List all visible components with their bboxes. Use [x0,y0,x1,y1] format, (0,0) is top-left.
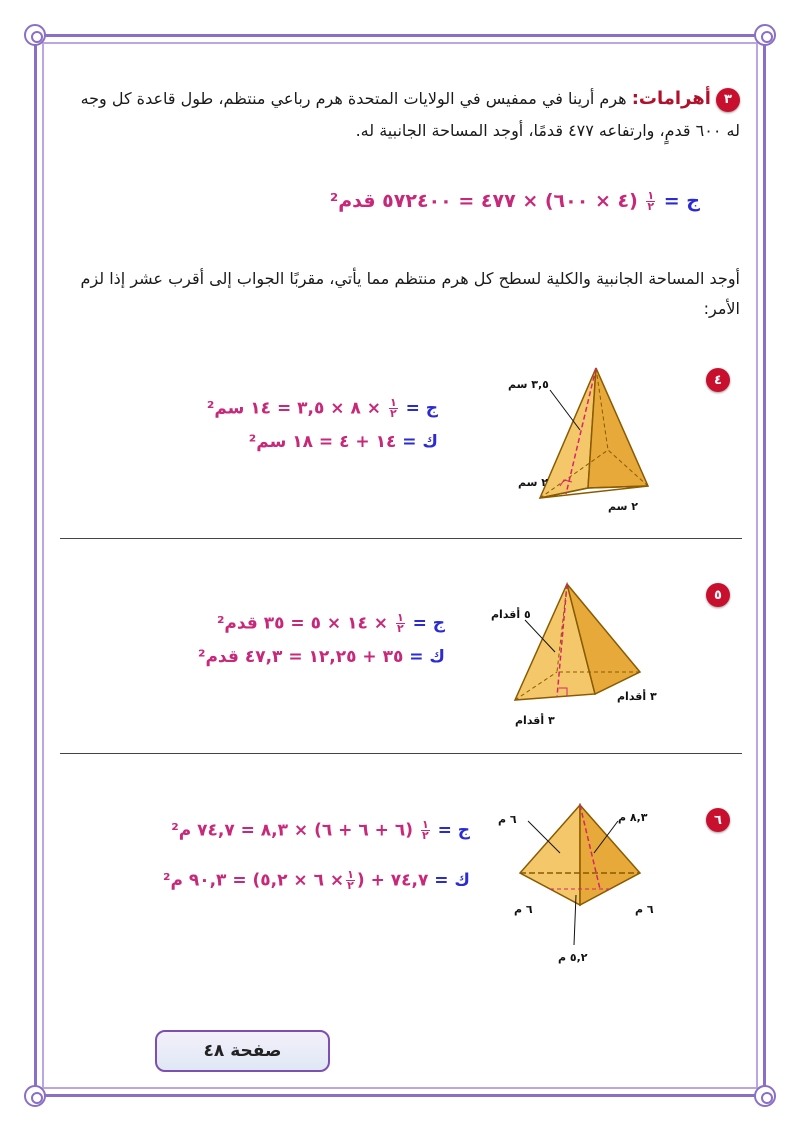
base-height-label: ٥,٢ م [558,951,588,964]
base-side-label: ٦ م [635,903,654,916]
corner-ornament [754,24,776,46]
half-fraction: $\frac{١}{٢}$ [396,611,404,635]
formula-rhs: ٣٥ + ١٢,٢٥ = ٤٧,٣ قدم² [198,647,404,667]
question-6-total [163,870,470,891]
edge-label: ٦ م [498,813,517,826]
question-text: هرم أرينا في ممفيس في الولايات المتحدة هرم رباعي منتظم، طول قاعدة كل وجه له ٦٠٠ قدمٍ، وارتفاعه ٤٧٧ قدمًا، أوجد المساحة الجانبية له. [80,89,740,140]
question-5-total [198,647,445,667]
formula-lhs: ج = [412,613,445,634]
question-4-lateral [207,398,438,419]
corner-ornament [24,24,46,46]
question-5-lateral [217,613,445,634]
base-side-label: ٣ أقدام [515,714,555,727]
question-6-lateral [171,820,470,841]
section-divider [60,538,742,539]
formula-lhs: ج = [437,820,470,841]
half-fraction: $\frac{١}{٢}$ [389,396,397,420]
question-6-badge: ٦ [706,808,730,832]
base-side-label: ٢ سم [608,500,638,513]
formula-rhs: × ٨ × ٣,٥ = ١٤ سم² [206,398,382,419]
formula-lhs: ك = [434,870,470,891]
square-pyramid-figure-5 [491,572,700,744]
half-fraction: $\frac{١}{٢}$ [421,818,429,842]
half-fraction: $\frac{١}{٢}$ [647,189,655,213]
question-4-badge: ٤ [706,368,730,392]
base-side-label: ٣ أقدام [617,690,657,703]
formula-rhs: × ١٤ × ٥ = ٣٥ قدم² [216,613,389,634]
answer-lhs: ج = [663,190,700,212]
page-number-box: صفحة ٤٨ [155,1030,330,1072]
triangular-pyramid-figure-6 [490,795,685,995]
corner-ornament [24,1085,46,1107]
base-side-label: ٢ سم [518,476,548,489]
section-divider [60,753,742,754]
question-5-badge: ٥ [706,583,730,607]
question-number-badge: ٣ [716,88,740,112]
formula-lhs: ك = [409,647,445,667]
question-3 [80,83,740,147]
question-4-total [249,432,438,452]
answer-rhs: (٤ × ٦٠٠) × ٤٧٧ = ٥٧٢٤٠٠ قدم² [329,190,638,212]
question-3-answer [330,190,700,212]
formula-rhs: × ٦ × ٥,٢) = ٩٠,٣ م² [162,870,345,891]
question-keyword: أهرامات: [631,88,711,109]
formula-rhs: (٦ + ٦ + ٦) × ٨,٣ = ٧٤,٧ م² [171,820,414,841]
slant-height-label: ٣,٥ سم [508,378,549,391]
slant-height-label: ٨,٣ م [618,811,648,824]
base-side-label: ٦ م [514,903,533,916]
formula-lhs: ج = [405,398,438,419]
half-fraction: $\frac{١}{٢}$ [347,868,354,892]
instructions-paragraph: أوجد المساحة الجانبية والكلية لسطح كل هرم منتظم مما يأتي، مقربًا الجواب إلى أقرب عشر إذا لزم الأمر: [80,269,740,318]
corner-ornament [754,1085,776,1107]
formula-lhs: ك = [402,432,438,452]
square-pyramid-figure-4 [488,358,698,518]
slant-height-label: ٥ أقدام [491,608,531,621]
formula-rhs: ١٤ + ٤ = ١٨ سم² [248,432,397,452]
formula-rhs: ٧٤,٧ + ( [356,870,429,891]
